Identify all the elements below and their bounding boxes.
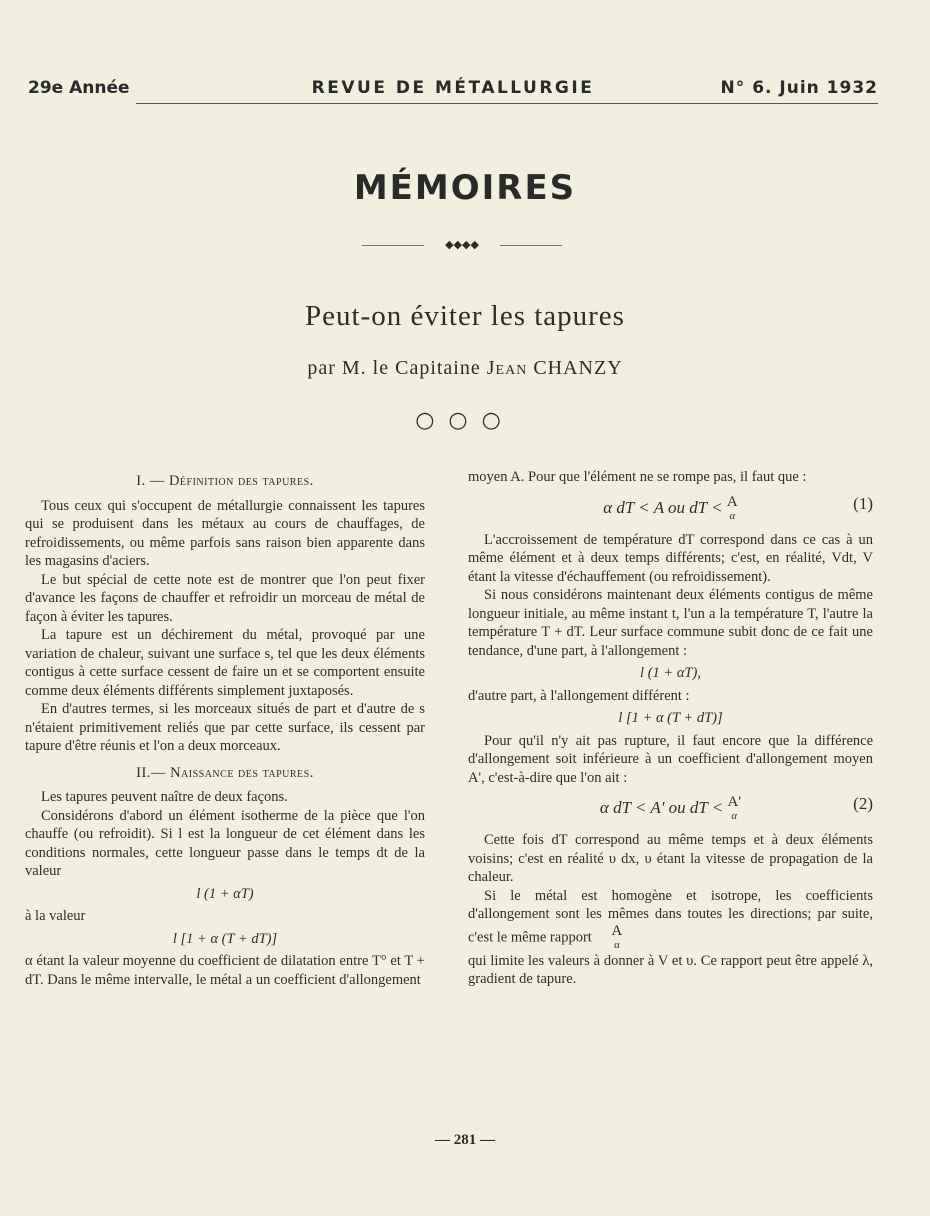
header-year: 29e Année bbox=[28, 78, 130, 98]
paragraph: Si nous considérons maintenant deux éléments contigus de même longueur initiale, au même instant t, l'un a la température T, l'autre la température T + dT. Leur surface commune subit donc de ce fait une tendance, d'une part, à l'allongement : bbox=[468, 587, 873, 659]
paragraph: qui limite les valeurs à donner à V et υ. Ce rapport peut être appelé λ, gradient de tapure. bbox=[468, 952, 873, 987]
ornament-line-left bbox=[362, 245, 424, 246]
author-first-name: Jean bbox=[486, 357, 528, 379]
fraction-denominator: α bbox=[731, 810, 738, 822]
fraction-numerator: A bbox=[726, 493, 738, 510]
paragraph-text: Si le métal est homogène et isotrope, les coefficients d'allongement sont les mêmes dans toutes les directions; par suite, c'est le même rapport bbox=[468, 887, 873, 945]
paragraph: La tapure est un déchirement du métal, provoqué par une variation de chaleur, suivant une surface s, tel que les deux éléments contigus à cette surface cessent de faire un et se comportent ensuite comme deux éléments différents simplement juxtaposés. bbox=[25, 627, 425, 699]
paragraph: Considérons d'abord un élément isotherme de la pièce que l'on chauffe (ou refroidit). Si l est la longueur de cet élément dans les conditions normales, cette longueur passe dans le temps dt de la valeur bbox=[25, 807, 425, 879]
diamond-ornament-icon: ◆◆◆◆ bbox=[445, 239, 479, 251]
paragraph: moyen A. Pour que l'élément ne se rompe pas, il faut que : bbox=[468, 469, 807, 485]
article-byline bbox=[0, 357, 930, 380]
fraction-numerator: A' bbox=[727, 794, 742, 810]
header-rule bbox=[136, 103, 878, 104]
equation-1 bbox=[468, 495, 873, 523]
section-title: MÉMOIRES bbox=[353, 168, 577, 208]
author-last-name: CHANZY bbox=[533, 357, 623, 379]
circle-ornament: ○○○ bbox=[415, 408, 515, 433]
equation-1-body: α dT < A ou dT < bbox=[603, 497, 723, 517]
equation: l [1 + α (T + dT)] bbox=[172, 930, 278, 947]
section-heading-2 bbox=[25, 764, 425, 783]
equation-number: (2) bbox=[853, 794, 873, 813]
equation: l (1 + αT) bbox=[196, 885, 254, 902]
paragraph: L'accroissement de température dT correspond dans ce cas à un même élément et à deux temps différents; c'est, en réalité, Vdt, V étant la vitesse d'échauffement (ou refroidissement). bbox=[468, 531, 873, 585]
equation-2 bbox=[468, 795, 873, 823]
inline-fraction bbox=[595, 924, 622, 952]
right-column bbox=[468, 468, 873, 989]
equation-2-fraction bbox=[728, 795, 742, 823]
ornament-divider bbox=[362, 238, 562, 252]
section-heading-1-number: I. — bbox=[136, 473, 165, 489]
fraction-denominator: α bbox=[729, 509, 736, 522]
fraction-numerator: A bbox=[611, 922, 623, 939]
fraction-denominator: α bbox=[613, 938, 620, 951]
section-heading-2-number: II.— bbox=[136, 764, 166, 781]
equation-1-fraction bbox=[727, 495, 738, 523]
paragraph: Le but spécial de cette note est de montrer que l'on peut fixer d'avance les façons de chauffer et refroidir un morceau de métal de façon à éviter les tapures. bbox=[25, 571, 425, 625]
paragraph bbox=[468, 887, 873, 952]
paragraph: En d'autres termes, si les morceaux situés de part et d'autre de s n'étaient primitivement reliés que par cette surface, ils cessent par tapure d'être réunis et l'on a deux morceaux. bbox=[25, 701, 425, 754]
header-journal-name: REVUE DE MÉTALLURGIE bbox=[311, 78, 595, 98]
paragraph: α étant la valeur moyenne du coefficient de dilatation entre T° et T + dT. Dans le même intervalle, le métal a un coefficient d'allongement bbox=[25, 953, 425, 988]
equation: l [1 + α (T + dT)] bbox=[618, 710, 723, 726]
page-number: — 281 — bbox=[435, 1132, 495, 1148]
paragraph: à la valeur bbox=[25, 908, 86, 924]
section-heading-1 bbox=[25, 472, 425, 491]
section-heading-1-text: Définition des tapures. bbox=[168, 473, 314, 489]
section-heading-2-text: Naissance des tapures. bbox=[170, 764, 314, 781]
article-title: Peut-on éviter les tapures bbox=[305, 300, 625, 332]
left-column bbox=[25, 468, 425, 989]
paragraph: Cette fois dT correspond au même temps et à deux éléments voisins; c'est en réalité υ dx, υ étant la vitesse de propagation de la chaleur. bbox=[468, 832, 873, 885]
header-issue-date: N° 6. Juin 1932 bbox=[720, 78, 878, 98]
paragraph: Pour qu'il n'y ait pas rupture, il faut encore que la différence d'allongement soit inférieure à un coefficient d'allongement moyen A', c'est-à-dire que l'on ait : bbox=[468, 732, 873, 786]
equation-2-body: α dT < A' ou dT < bbox=[599, 797, 724, 817]
ornament-line-right bbox=[500, 245, 562, 246]
byline-prefix: par M. le Capitaine bbox=[307, 357, 481, 379]
equation: l (1 + αT), bbox=[640, 665, 701, 681]
running-header bbox=[28, 78, 878, 102]
paragraph: Tous ceux qui s'occupent de métallurgie connaissent les tapures qui se produisent dans les métaux au cours de chauffages, de refroidissements, ou même parfois sans raison bien apparente dans les magasins d'aciers. bbox=[25, 497, 425, 569]
paragraph: Les tapures peuvent naître de deux façons. bbox=[41, 789, 288, 805]
equation-number: (1) bbox=[853, 493, 873, 513]
paragraph: d'autre part, à l'allongement différent : bbox=[468, 687, 690, 704]
